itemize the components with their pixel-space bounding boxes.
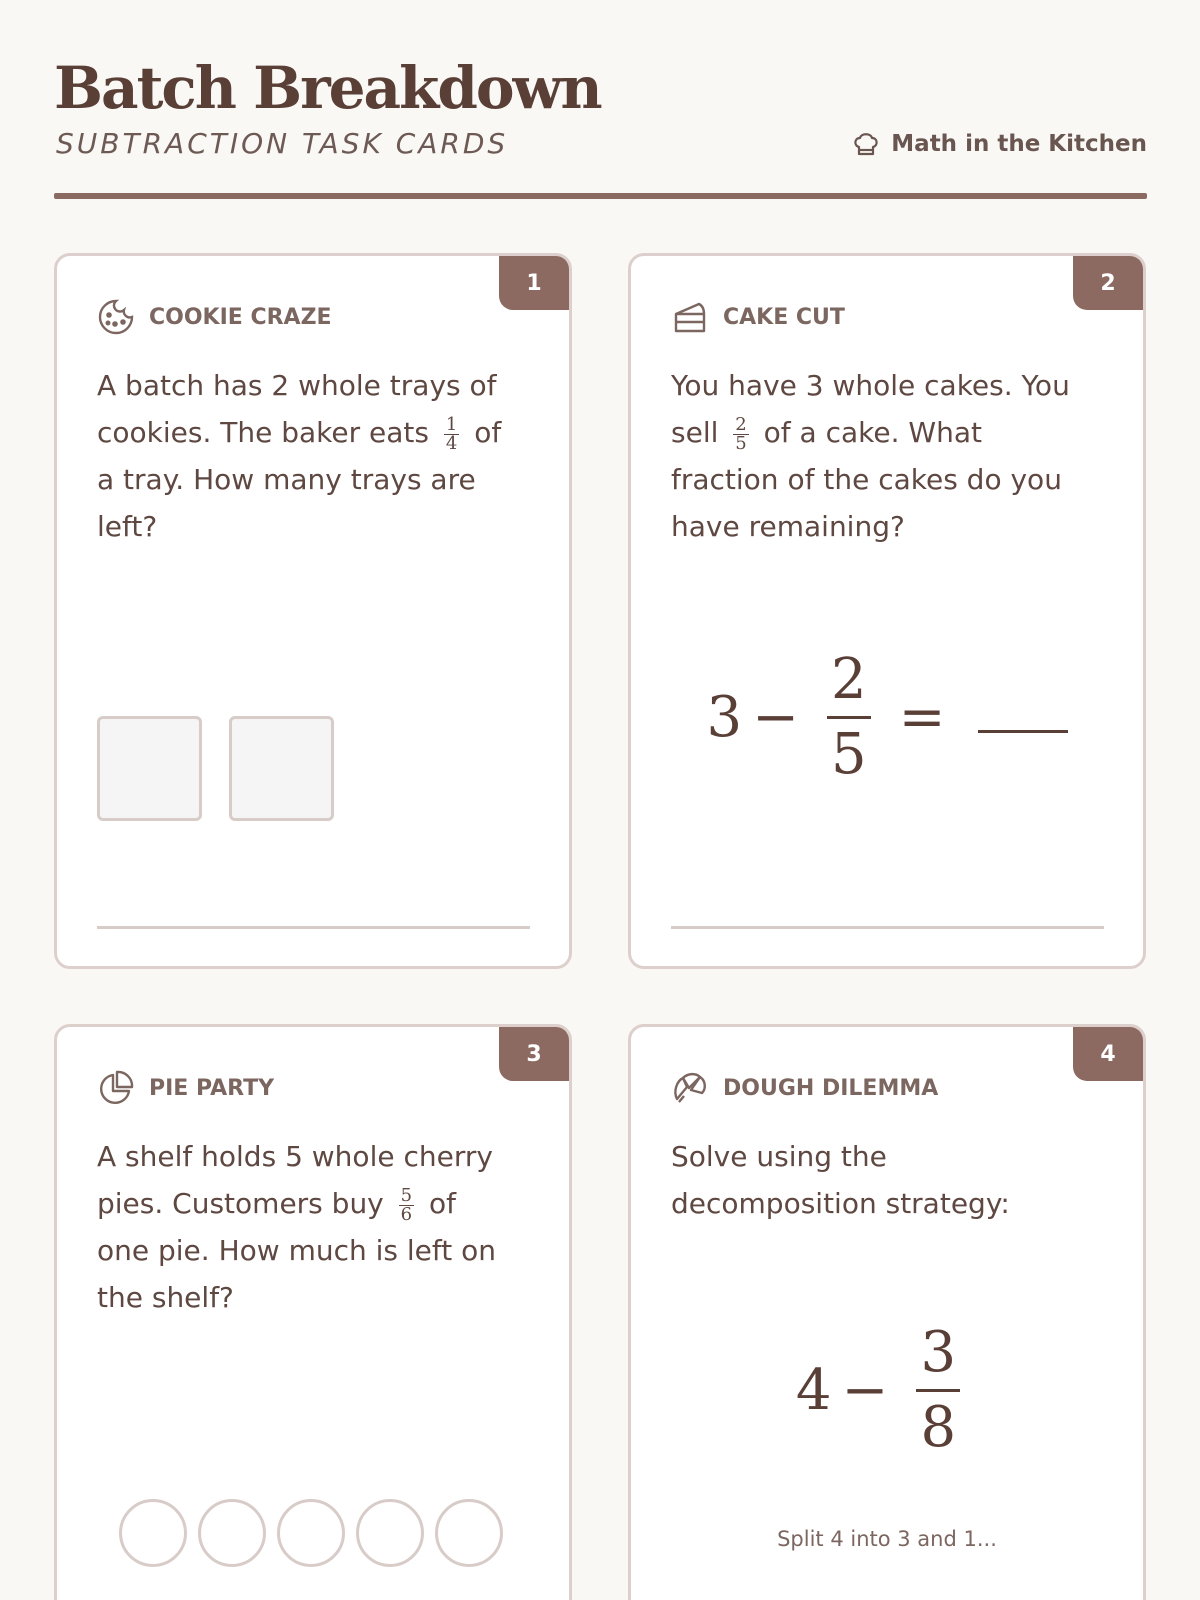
card-label: PIE PARTY <box>149 1075 275 1101</box>
card-header <box>97 298 332 336</box>
card-number-badge: 3 <box>499 1027 569 1081</box>
inline-fraction: $\frac{1}{4}$ <box>445 413 458 454</box>
chef-hat-icon <box>851 129 881 159</box>
pie-circle <box>277 1499 345 1567</box>
brand <box>851 129 1147 159</box>
tray-models <box>97 716 334 821</box>
card-prompt: A batch has 2 whole trays of cookies. The baker eats $\frac{1}{4}$ of a tray. How many trays are left? <box>97 369 502 543</box>
page-title: Batch Breakdown <box>54 54 601 122</box>
eq-equals: = <box>898 685 946 750</box>
eq-whole: 4 <box>795 1358 832 1423</box>
eq-minus: − <box>752 685 799 750</box>
card-label: COOKIE CRAZE <box>149 304 332 330</box>
card-number-badge: 1 <box>499 256 569 310</box>
inline-fraction: $\frac{2}{5}$ <box>735 413 747 454</box>
card-header <box>97 1069 274 1107</box>
eq-fraction: $\frac{2}{5}$ <box>827 644 871 791</box>
card-header <box>671 1069 938 1107</box>
card-label: CAKE CUT <box>723 304 845 330</box>
card-number-badge: 2 <box>1073 256 1143 310</box>
equation <box>631 644 1143 791</box>
card-number-badge: 4 <box>1073 1027 1143 1081</box>
answer-blank[interactable] <box>978 730 1068 733</box>
strategy-hint: Split 4 into 3 and 1... <box>777 1527 997 1551</box>
card-header <box>671 298 845 336</box>
header-divider <box>54 193 1147 199</box>
cake-slice-icon <box>671 298 709 336</box>
croissant-icon <box>671 1069 709 1107</box>
cookie-icon <box>97 298 135 336</box>
card-prompt: You have 3 whole cakes. You sell $\frac{2}{5}$ of a cake. What fraction of the cakes do you have remaining? <box>671 369 1070 543</box>
card-prompt: A shelf holds 5 whole cherry pies. Customers buy $\frac{5}{6}$ of one pie. How much is left on the shelf? <box>97 1140 497 1314</box>
equation <box>631 1317 1143 1464</box>
card-prompt: Solve using the decomposition strategy: <box>671 1140 1010 1220</box>
pie-icon <box>97 1069 135 1107</box>
brand-label: Math in the Kitchen <box>891 131 1147 157</box>
pie-circle <box>198 1499 266 1567</box>
eq-fraction: $\frac{3}{8}$ <box>916 1317 960 1464</box>
page-subtitle: SUBTRACTION TASK CARDS <box>56 127 509 160</box>
eq-minus: − <box>841 1358 889 1423</box>
pie-circle <box>119 1499 187 1567</box>
task-card-3 <box>54 1024 572 1600</box>
tray-box <box>97 716 202 821</box>
task-card-1 <box>54 253 572 969</box>
inline-fraction: $\frac{5}{6}$ <box>400 1184 413 1225</box>
answer-line[interactable] <box>97 926 530 929</box>
tray-box <box>229 716 334 821</box>
pie-circle <box>435 1499 503 1567</box>
task-card-4 <box>628 1024 1146 1600</box>
answer-line[interactable] <box>671 926 1104 929</box>
pie-circle <box>356 1499 424 1567</box>
card-label: DOUGH DILEMMA <box>723 1075 939 1101</box>
eq-whole: 3 <box>706 685 743 750</box>
page-header <box>54 0 1147 200</box>
pie-models <box>119 1499 503 1567</box>
task-card-2 <box>628 253 1146 969</box>
